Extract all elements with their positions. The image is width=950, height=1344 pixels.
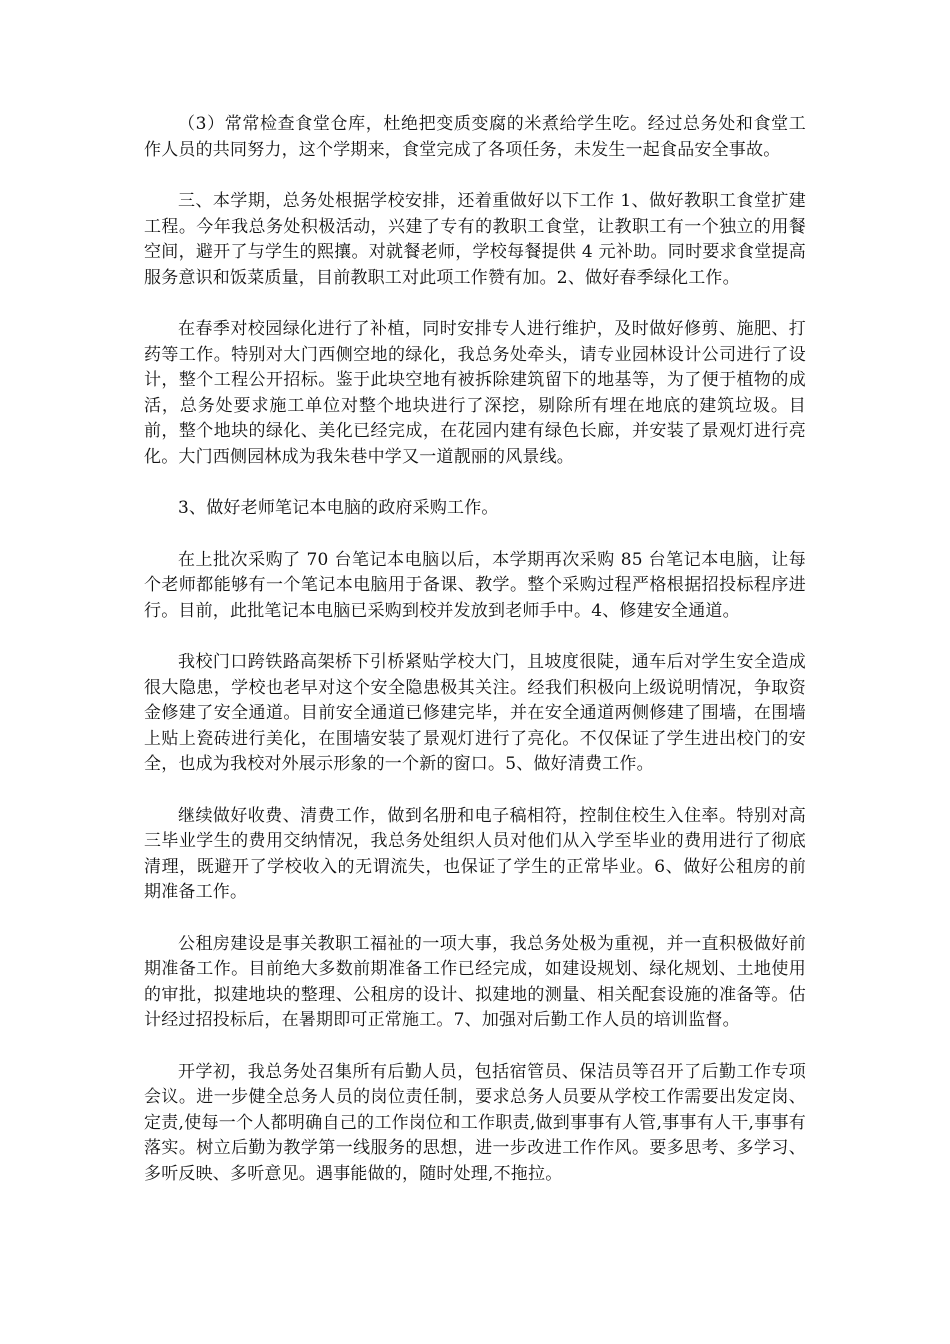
document-body (144, 112, 806, 1213)
paragraph-greening: 在春季对校园绿化进行了补植，同时安排专人进行维护，及时做好修剪、施肥、打药等工作。特别对大门西侧空地的绿化，我总务处牵头，请专业园林设计公司进行了设计，整个工程公开招标。鉴于此块空地有被拆除建筑留下的地基等，为了便于植物的成活，总务处要求施工单位对整个地块进行了深挖，剔除所有埋在地底的建筑垃圾。目前，整个地块的绿化、美化已经完成，在花园内建有绿色长廊，并安装了景观灯进行亮化。大门西侧园林成为我朱巷中学又一道靓丽的风景线。 (144, 319, 806, 467)
paragraph-laptop-procurement: 在上批次采购了 70 台笔记本电脑以后，本学期再次采购 85 台笔记本电脑，让每个老师都能够有一个笔记本电脑用于备课、教学。整个采购过程严格根据招投标程序进行。目前，此批笔记本电脑已采购到校并发放到老师手中。4、修建安全通道。 (144, 549, 806, 621)
paragraph-staff-training: 开学初，我总务处召集所有后勤人员，包括宿管员、保洁员等召开了后勤工作专项会议。进一步健全总务人员的岗位责任制，要求总务人员要从学校工作需要出发定岗、定责,使每一个人都明确自己的工作岗位和工作职责,做到事事有人管,事事有人干,事事有落实。树立后勤为教学第一线服务的思想，进一步改进工作作风。要多思考、多学习、多听反映、多听意见。遇事能做的，随时处理,不拖拉。 (144, 1061, 806, 1184)
paragraph-section-three: 三、本学期，总务处根据学校安排，还着重做好以下工作 1、做好教职工食堂扩建工程。今年我总务处积极活动，兴建了专有的教职工食堂，让教职工有一个独立的用餐空间，避开了与学生的熙攘。对就餐老师，学校每餐提供 4 元补助。同时要求食堂提高服务意识和饭菜质量，目前教职工对此项工作赞有加。2、做好春季绿化工作。 (144, 191, 806, 288)
paragraph-canteen-inspection: （3）常常检查食堂仓库，杜绝把变质变腐的米煮给学生吃。经过总务处和食堂工作人员的共同努力，这个学期来，食堂完成了各项任务，未发生一起食品安全事故。 (144, 114, 806, 160)
paragraph-public-housing: 公租房建设是事关教职工福祉的一项大事，我总务处极为重视，并一直积极做好前期准备工作。目前绝大多数前期准备工作已经完成，如建设规划、绿化规划、土地使用的审批，拟建地块的整理、公租房的设计、拟建地的测量、相关配套设施的准备等。估计经过招投标后，在暑期即可正常施工。7、加强对后勤工作人员的培训监督。 (144, 933, 806, 1030)
paragraph-laptop-heading: 3、做好老师笔记本电脑的政府采购工作。 (178, 498, 499, 518)
paragraph-fees: 继续做好收费、清费工作，做到名册和电子稿相符，控制住校生入住率。特别对高三毕业学生的费用交纳情况，我总务处组织人员对他们从入学至毕业的费用进行了彻底清理，既避开了学校收入的无谓流失，也保证了学生的正常毕业。6、做好公租房的前期准备工作。 (144, 805, 806, 902)
paragraph-safety-passage: 我校门口跨铁路高架桥下引桥紧贴学校大门，且坡度很陡，通车后对学生安全造成很大隐患，学校也老早对这个安全隐患极其关注。经我们积极向上级说明情况，争取资金修建了安全通道。目前安全通道已修建完毕，并在安全通道两侧修建了围墙，在围墙上贴上瓷砖进行美化，在围墙安装了景观灯进行了亮化。不仅保证了学生进出校门的安全，也成为我校对外展示形象的一个新的窗口。5、做好清费工作。 (144, 652, 806, 774)
